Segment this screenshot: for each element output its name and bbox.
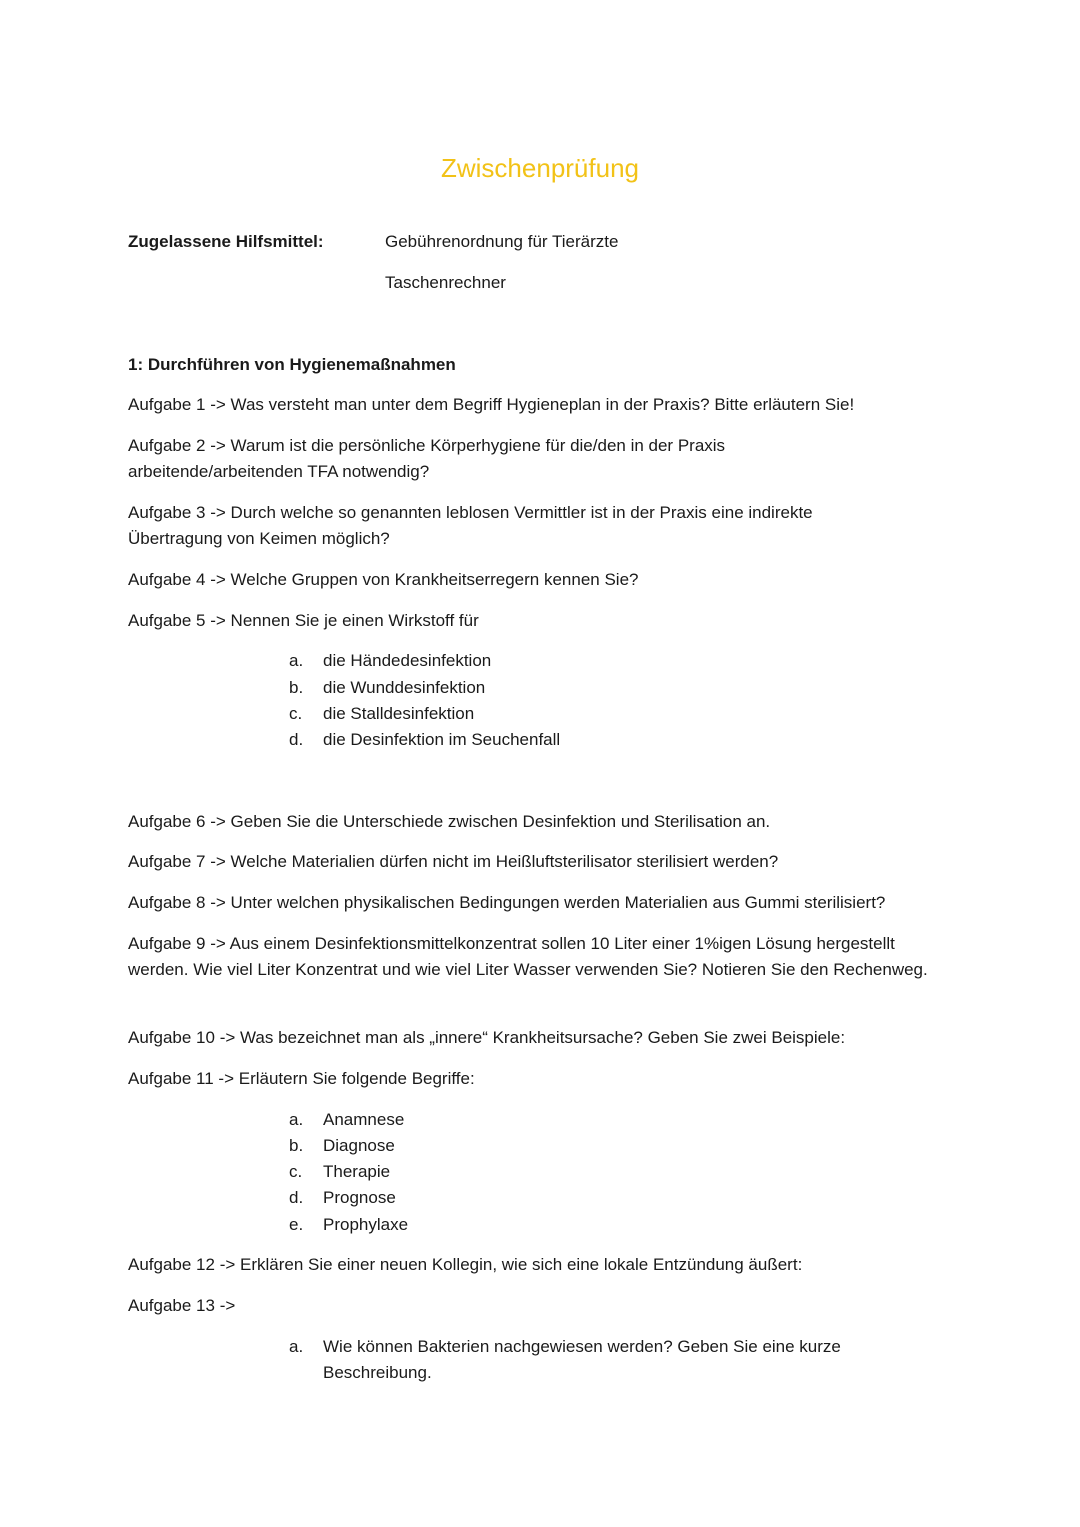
task-8: Aufgabe 8 -> Unter welchen physikalischen Bedingungen werden Materialien aus Gummi sterilisiert? xyxy=(128,893,886,912)
list-text: die Desinfektion im Seuchenfall xyxy=(323,730,561,749)
list-item xyxy=(289,1334,889,1386)
list-text: Anamnese xyxy=(323,1110,405,1129)
task-6: Aufgabe 6 -> Geben Sie die Unterschiede zwischen Desinfektion und Sterilisation an. xyxy=(128,812,771,831)
list-text: Prognose xyxy=(323,1188,396,1207)
task-5: Aufgabe 5 -> Nennen Sie je einen Wirkstoff für xyxy=(128,611,479,630)
task-4: Aufgabe 4 -> Welche Gruppen von Krankheitserregern kennen Sie? xyxy=(128,570,639,589)
list-item xyxy=(289,727,560,753)
list-text: Wie können Bakterien nachgewiesen werden? Geben Sie eine kurze Beschreibung. xyxy=(323,1337,841,1382)
list-marker: d. xyxy=(289,1188,304,1207)
list-marker: b. xyxy=(289,678,304,697)
task-2: Aufgabe 2 -> Warum ist die persönliche Körperhygiene für die/den in der Praxis arbeitende/arbeitenden TFA notwendig? xyxy=(128,436,726,481)
task-10: Aufgabe 10 -> Was bezeichnet man als „innere“ Krankheitsursache? Geben Sie zwei Beispiele: xyxy=(128,1028,846,1047)
task-3: Aufgabe 3 -> Durch welche so genannten leblosen Vermittler ist in der Praxis eine indirekte Übertragung von Keimen möglich? xyxy=(128,503,813,548)
task-7: Aufgabe 7 -> Welche Materialien dürfen nicht im Heißluftsterilisator sterilisiert werden? xyxy=(128,852,779,871)
list-marker: d. xyxy=(289,730,304,749)
task-9: Aufgabe 9 -> Aus einem Desinfektionsmittelkonzentrat sollen 10 Liter einer 1%igen Lösung hergestellt werden. Wie viel Liter Konzentrat und wie viel Liter Wasser verwenden Sie? Notieren Sie den Rechenweg. xyxy=(128,934,928,979)
list-item xyxy=(289,1107,404,1133)
list-item xyxy=(289,648,491,674)
aids-item: Taschenrechner xyxy=(385,273,506,292)
list-text: die Händedesinfektion xyxy=(323,651,492,670)
page-title: Zwischenprüfung xyxy=(441,153,639,183)
task-13: Aufgabe 13 -> xyxy=(128,1296,236,1315)
list-text: die Wunddesinfektion xyxy=(323,678,486,697)
list-text: die Stalldesinfektion xyxy=(323,704,475,723)
aids-item: Gebührenordnung für Tierärzte xyxy=(385,232,619,251)
aids-label: Zugelassene Hilfsmittel: xyxy=(128,232,324,251)
list-marker: a. xyxy=(289,1337,304,1356)
list-marker: e. xyxy=(289,1215,304,1234)
list-marker: c. xyxy=(289,1162,303,1181)
list-item xyxy=(289,1212,408,1238)
list-text: Therapie xyxy=(323,1162,391,1181)
task-11: Aufgabe 11 -> Erläutern Sie folgende Begriffe: xyxy=(128,1069,475,1088)
list-marker: a. xyxy=(289,1110,304,1129)
list-text: Diagnose xyxy=(323,1136,395,1155)
list-item xyxy=(289,1159,390,1185)
list-item xyxy=(289,675,485,701)
list-marker: b. xyxy=(289,1136,304,1155)
list-item xyxy=(289,1133,395,1159)
task-1: Aufgabe 1 -> Was versteht man unter dem Begriff Hygieneplan in der Praxis? Bitte erläutern Sie! xyxy=(128,395,855,414)
list-item xyxy=(289,1185,396,1211)
list-marker: a. xyxy=(289,651,304,670)
section-heading: 1: Durchführen von Hygienemaßnahmen xyxy=(128,355,456,374)
list-item xyxy=(289,701,474,727)
list-marker: c. xyxy=(289,704,303,723)
list-text: Prophylaxe xyxy=(323,1215,409,1234)
task-12: Aufgabe 12 -> Erklären Sie einer neuen Kollegin, wie sich eine lokale Entzündung äußert: xyxy=(128,1255,803,1274)
